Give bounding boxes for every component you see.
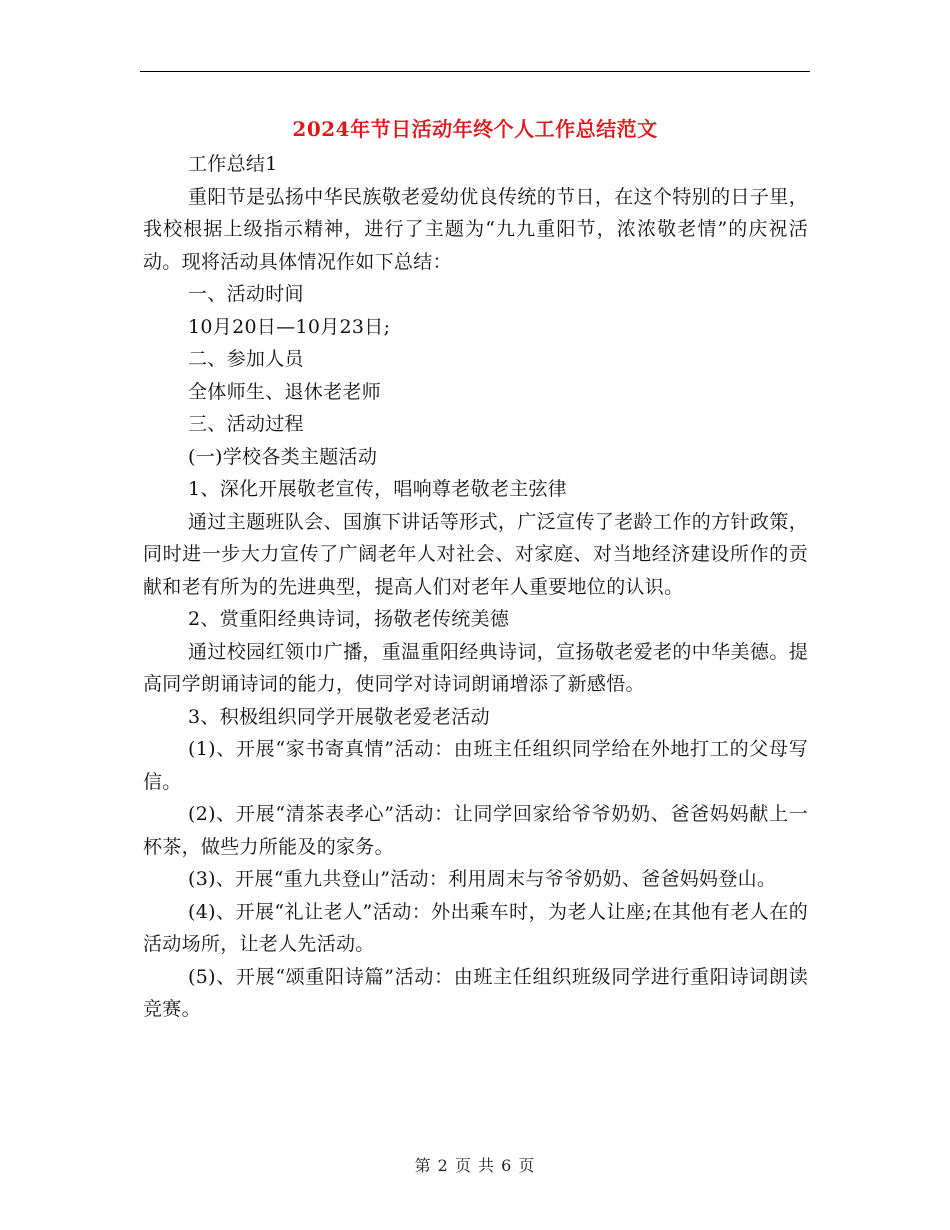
paragraph: (4)、开展“礼让老人”活动：外出乘车时，为老人让座;在其他有老人在的活动场所，让老人先活动。: [143, 900, 808, 955]
document-title: 2024年节日活动年终个人工作总结范文: [292, 117, 658, 141]
document-body: [143, 148, 808, 1026]
paragraph: 通过主题班队会、国旗下讲话等形式，广泛宣传了老龄工作的方针政策，同时进一步大力宣传了广阔老年人对社会、对家庭、对当地经济建设所作的贡献和老有所为的先进典型，提高人们对老年人重要地位的认识。: [143, 510, 808, 598]
paragraph: (1)、开展“家书寄真情”活动：由班主任组织同学给在外地打工的父母写信。: [143, 738, 808, 793]
header-rule: [140, 71, 810, 72]
paragraph: (2)、开展“清茶表孝心”活动：让同学回家给爷爷奶奶、爸爸妈妈献上一杯茶，做些力所能及的家务。: [143, 803, 808, 858]
paragraph: 10月20日—10月23日;: [188, 315, 391, 338]
paragraph: 二、参加人员: [188, 348, 304, 370]
paragraph: 1、深化开展敬老宣传，唱响尊老敬老主弦律: [188, 478, 568, 500]
paragraph: 3、积极组织同学开展敬老爱老活动: [188, 705, 490, 728]
paragraph: 重阳节是弘扬中华民族敬老爱幼优良传统的节日，在这个特别的日子里，我校根据上级指示精神，进行了主题为“九九重阳节，浓浓敬老情”的庆祝活动。现将活动具体情况作如下总结：: [143, 185, 808, 273]
paragraph: 一、活动时间: [188, 283, 304, 305]
page-number: 第 2 页 共 6 页: [414, 1156, 536, 1175]
paragraph: 通过校园红领巾广播，重温重阳经典诗词，宣扬敬老爱老的中华美德。提高同学朗诵诗词的能力，使同学对诗词朗诵增添了新感悟。: [143, 640, 808, 695]
paragraph: 全体师生、退休老老师: [188, 380, 382, 403]
paragraph: (一)学校各类主题活动: [188, 445, 378, 468]
paragraph: 三、活动过程: [188, 413, 304, 435]
paragraph: (3)、开展“重九共登山”活动：利用周末与爷爷奶奶、爸爸妈妈登山。: [188, 868, 777, 890]
paragraph: 工作总结1: [188, 153, 278, 175]
paragraph: (5)、开展“颂重阳诗篇”活动：由班主任组织班级同学进行重阳诗词朗读竞赛。: [143, 965, 808, 1020]
paragraph: 2、赏重阳经典诗词，扬敬老传统美德: [188, 608, 510, 630]
